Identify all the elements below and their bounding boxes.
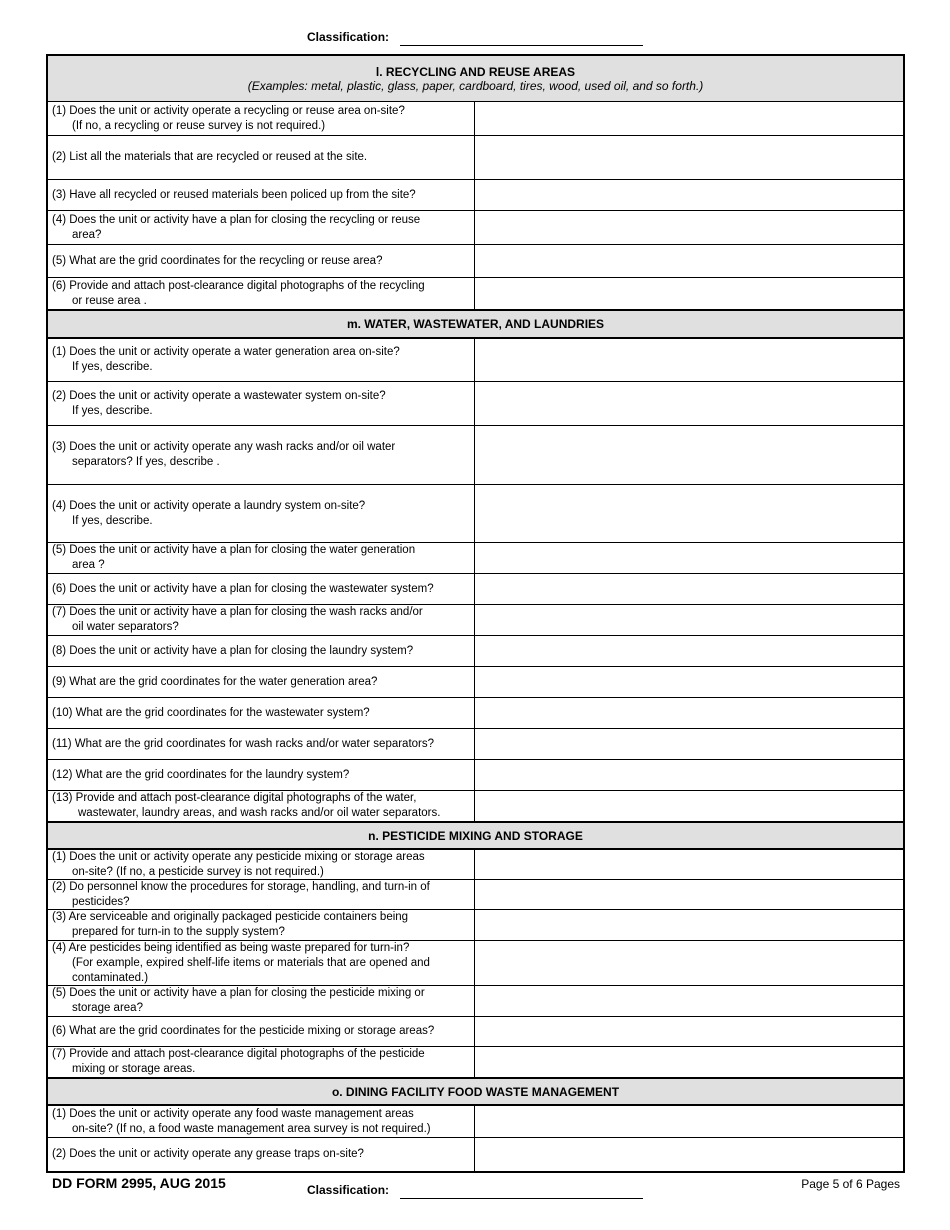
answer-field[interactable] [475,698,903,728]
section-title: l. RECYCLING AND REUSE AREAS [375,64,576,79]
question-row [48,759,903,790]
question-row [48,244,903,277]
question-row [48,879,903,909]
question-text: (6) Provide and attach post-clearance digital photographs of the recycling or reuse area . [48,278,475,309]
answer-field[interactable] [475,339,903,381]
answer-field[interactable] [475,791,903,821]
question-text: (1) Does the unit or activity operate a water generation area on-site? If yes, describe. [48,339,475,381]
question-text: (4) Does the unit or activity have a plan for closing the recycling or reuse area? [48,211,475,244]
answer-field[interactable] [475,850,903,879]
page-number: Page 5 of 6 Pages [801,1177,900,1191]
question-row [48,542,903,573]
question-text: (6) What are the grid coordinates for the pesticide mixing or storage areas? [48,1017,475,1046]
section-title: m. WATER, WASTEWATER, AND LAUNDRIES [346,317,605,331]
classification-top [0,30,950,48]
question-row [48,728,903,759]
question-row [48,666,903,697]
answer-field[interactable] [475,211,903,244]
question-row [48,135,903,179]
question-text: (1) Does the unit or activity operate a recycling or reuse area on-site? (If no, a recycling or reuse survey is not required.) [48,102,475,135]
question-text: (7) Provide and attach post-clearance digital photographs of the pesticide mixing or storage areas. [48,1047,475,1077]
classification-field[interactable] [400,1198,643,1199]
answer-field[interactable] [475,485,903,542]
section-subtitle: (Examples: metal, plastic, glass, paper, cardboard, tires, wood, used oil, and so forth.) [247,78,704,93]
question-row [48,179,903,210]
question-row [48,1104,903,1137]
question-row [48,848,903,879]
answer-field[interactable] [475,1138,903,1171]
answer-field[interactable] [475,574,903,604]
answer-field[interactable] [475,605,903,635]
question-row [48,604,903,635]
question-text: (3) Are serviceable and originally packaged pesticide containers being prepared for turn-in to the supply system? [48,910,475,940]
question-text: (2) Does the unit or activity operate any grease traps on-site? [48,1138,475,1171]
question-text: (2) Does the unit or activity operate a wastewater system on-site? If yes, describe. [48,382,475,425]
question-row [48,101,903,135]
answer-field[interactable] [475,382,903,425]
answer-field[interactable] [475,426,903,484]
classification-field[interactable] [400,45,643,46]
question-text: (10) What are the grid coordinates for the wastewater system? [48,698,475,728]
section-header-pesticide [48,821,903,848]
answer-field[interactable] [475,136,903,179]
question-text: (5) What are the grid coordinates for the recycling or reuse area? [48,245,475,277]
question-text: (1) Does the unit or activity operate any food waste management areas on-site? (If no, a food waste management area survey is not required.) [48,1106,475,1137]
question-row [48,909,903,940]
answer-field[interactable] [475,180,903,210]
answer-field[interactable] [475,729,903,759]
answer-field[interactable] [475,667,903,697]
form-number: DD FORM 2995, AUG 2015 [52,1175,226,1191]
section-title: o. DINING FACILITY FOOD WASTE MANAGEMENT [331,1084,620,1099]
question-row [48,985,903,1016]
answer-field[interactable] [475,1106,903,1137]
section-header-recycling [48,56,903,101]
classification-label: Classification: [307,1183,390,1197]
answer-field[interactable] [475,1047,903,1077]
form-table [46,54,905,1173]
answer-field[interactable] [475,760,903,790]
answer-field[interactable] [475,245,903,277]
answer-field[interactable] [475,910,903,940]
question-text: (5) Does the unit or activity have a plan for closing the water generation area ? [48,543,475,573]
question-row [48,484,903,542]
answer-field[interactable] [475,102,903,135]
question-text: (4) Does the unit or activity operate a laundry system on-site? If yes, describe. [48,485,475,542]
question-row [48,1046,903,1077]
answer-field[interactable] [475,278,903,309]
question-row [48,337,903,381]
answer-field[interactable] [475,636,903,666]
question-text: (9) What are the grid coordinates for the water generation area? [48,667,475,697]
section-title: n. PESTICIDE MIXING AND STORAGE [368,828,583,843]
question-text: (13) Provide and attach post-clearance digital photographs of the water, wastewater, laundry areas, and wash racks and/or oil water separators. [48,791,475,821]
answer-field[interactable] [475,880,903,909]
question-text: (6) Does the unit or activity have a plan for closing the wastewater system? [48,574,475,604]
question-row [48,940,903,985]
question-row [48,635,903,666]
question-row [48,1016,903,1046]
section-header-food-waste [48,1077,903,1104]
question-row [48,573,903,604]
question-text: (2) List all the materials that are recycled or reused at the site. [48,136,475,179]
question-row [48,697,903,728]
question-row [48,277,903,309]
answer-field[interactable] [475,1017,903,1046]
question-text: (2) Do personnel know the procedures for storage, handling, and turn-in of pesticides? [48,880,475,909]
question-row [48,1137,903,1171]
answer-field[interactable] [475,941,903,985]
classification-label: Classification: [307,30,390,44]
question-row [48,381,903,425]
question-row [48,425,903,484]
question-text: (4) Are pesticides being identified as being waste prepared for turn-in? (For example, expired shelf-life items or materials that are opened and contaminated.) [48,941,475,985]
answer-field[interactable] [475,543,903,573]
section-header-water [48,309,903,337]
question-text: (11) What are the grid coordinates for wash racks and/or water separators? [48,729,475,759]
question-text: (3) Does the unit or activity operate any wash racks and/or oil water separators? If yes, describe . [48,426,475,484]
question-row [48,210,903,244]
question-text: (7) Does the unit or activity have a plan for closing the wash racks and/or oil water separators? [48,605,475,635]
question-row [48,790,903,821]
answer-field[interactable] [475,986,903,1016]
question-text: (3) Have all recycled or reused materials been policed up from the site? [48,180,475,210]
question-text: (5) Does the unit or activity have a plan for closing the pesticide mixing or storage area? [48,986,475,1016]
question-text: (8) Does the unit or activity have a plan for closing the laundry system? [48,636,475,666]
question-text: (1) Does the unit or activity operate any pesticide mixing or storage areas on-site? (If no, a pesticide survey is not required.) [48,850,475,879]
question-text: (12) What are the grid coordinates for the laundry system? [48,760,475,790]
